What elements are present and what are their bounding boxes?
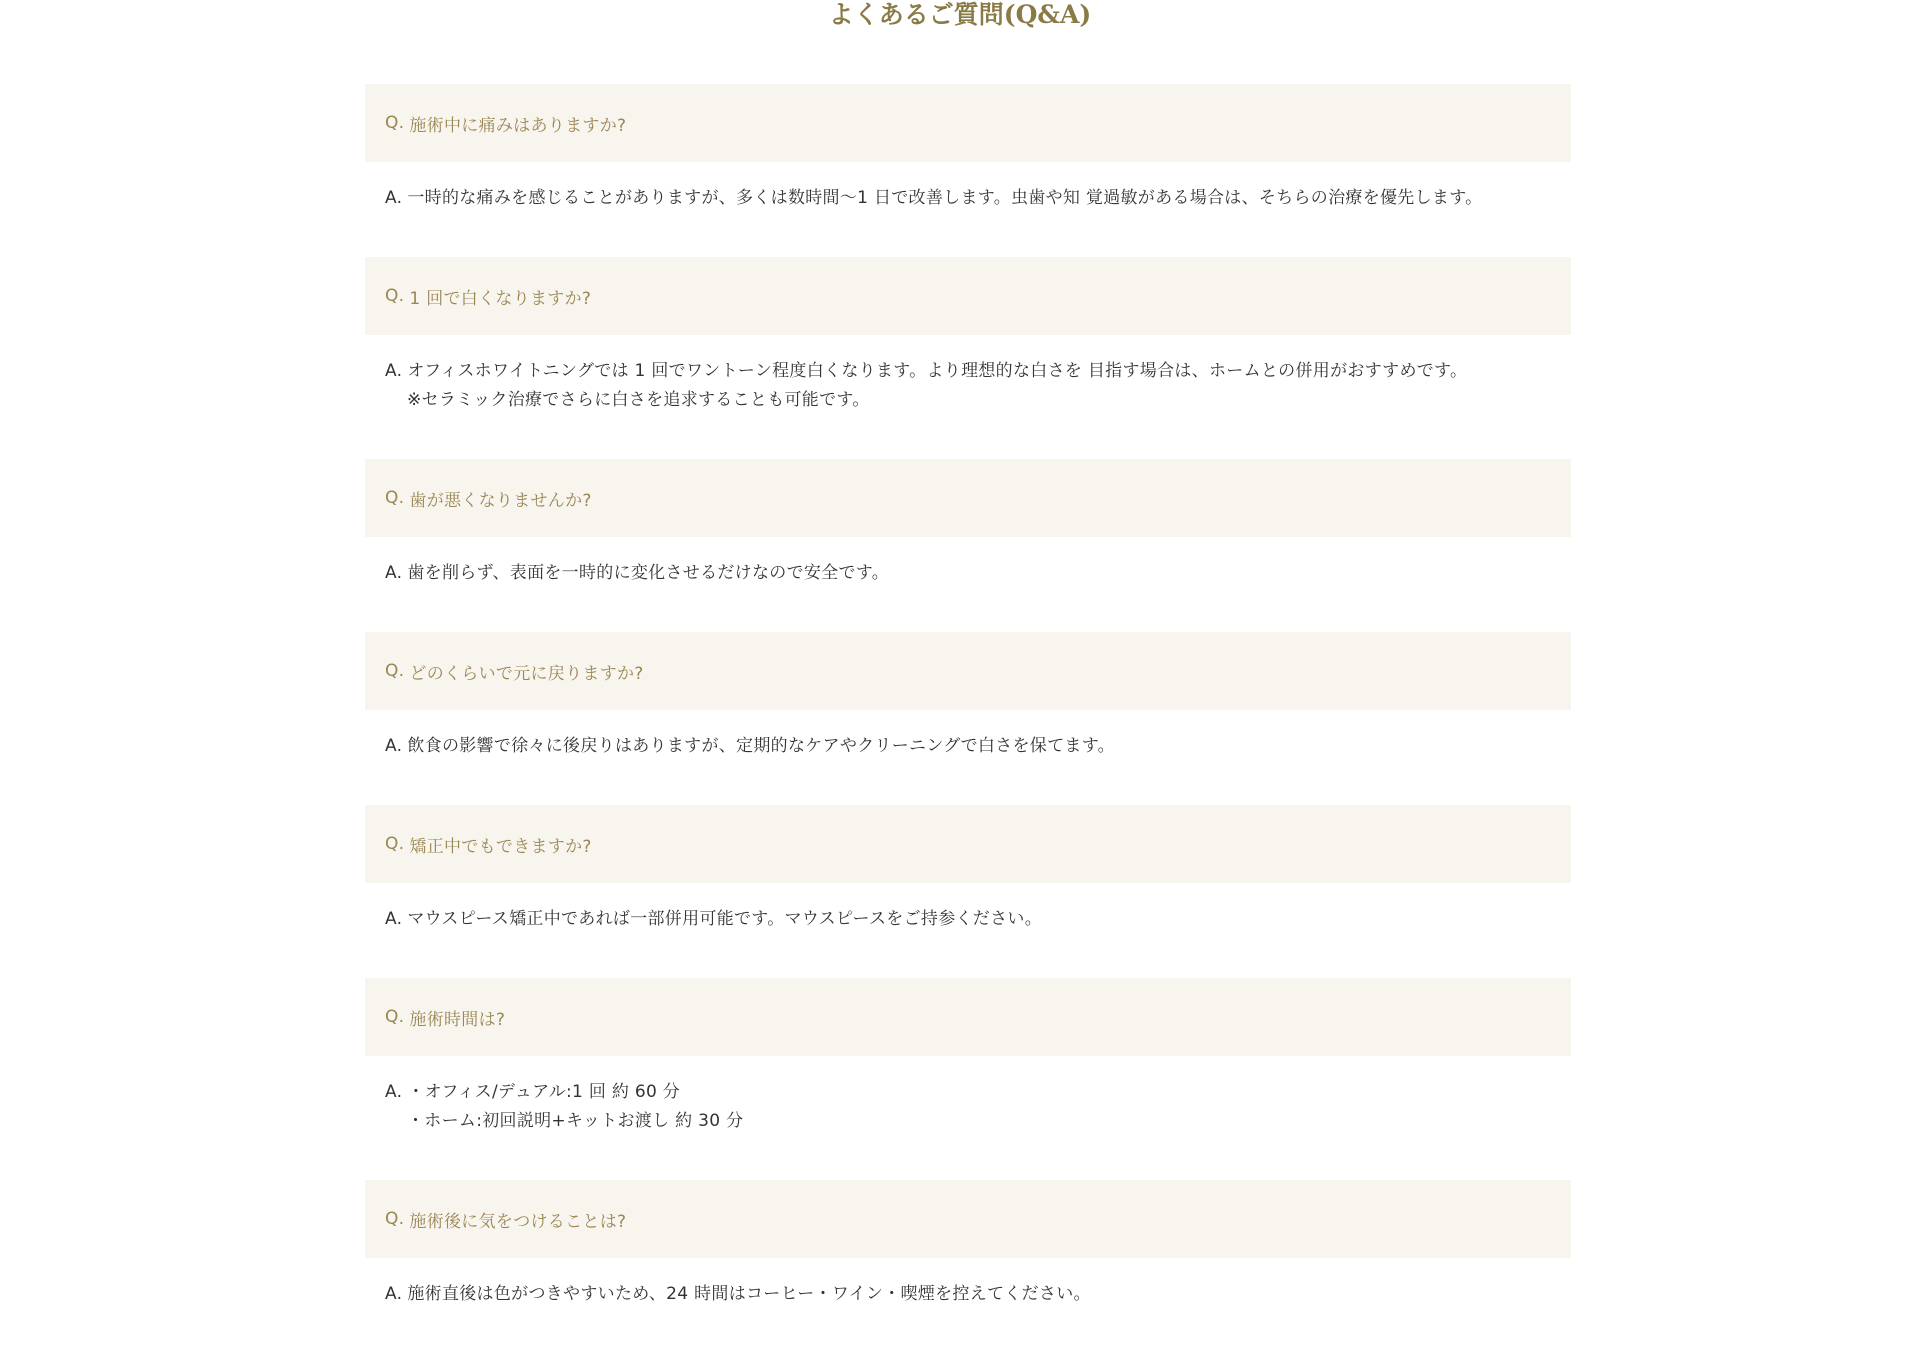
faq-question (365, 459, 1571, 537)
question-text: 施術後に気をつけることは? (409, 1211, 627, 1232)
question-text: 施術時間は? (409, 1009, 506, 1030)
faq-item (365, 632, 1571, 761)
faq-answer (365, 1056, 1571, 1136)
question-prefix: Q. (385, 1007, 405, 1027)
answer-line (385, 732, 1551, 761)
answer-prefix: A. (385, 188, 403, 208)
answer-line: ※セラミック治療でさらに白さを追求することも可能です。 (407, 390, 870, 410)
answer-prefix: A. (385, 736, 403, 756)
faq-item (365, 1180, 1571, 1309)
answer-prefix: A. (385, 1284, 403, 1304)
answer-text: 飲食の影響で徐々に後戻りはありますが、定期的なケアやクリーニングで白さを保てます。 (407, 736, 1115, 756)
answer-line (385, 1280, 1551, 1309)
faq-item (365, 805, 1571, 934)
question-text: 施術中に痛みはありますか? (409, 115, 627, 136)
question-prefix: Q. (385, 661, 405, 681)
faq-item (365, 978, 1571, 1136)
answer-prefix: A. (385, 361, 403, 381)
faq-question (365, 805, 1571, 883)
answer-line (385, 184, 1551, 213)
faq-question (365, 84, 1571, 162)
answer-line (385, 905, 1551, 934)
question-prefix: Q. (385, 286, 405, 306)
page-title: よくあるご質問(Q&A) (828, 0, 1092, 29)
answer-prefix: A. (385, 1082, 403, 1102)
faq-item (365, 257, 1571, 415)
question-prefix: Q. (385, 113, 405, 133)
answer-line (385, 357, 1551, 386)
question-text: 1 回で白くなりますか? (409, 288, 592, 309)
answer-text: 一時的な痛みを感じることがありますが、多くは数時間〜1 日で改善します。虫歯や知 覚過敏がある場合は、そちらの治療を優先します。 (407, 188, 1483, 208)
faq-answer (365, 710, 1571, 761)
question-prefix: Q. (385, 834, 405, 854)
question-text: どのくらいで元に戻りますか? (409, 663, 644, 684)
faq-question (365, 632, 1571, 710)
answer-text: オフィスホワイトニングでは 1 回でワントーン程度白くなります。より理想的な白さを 目指す場合は、ホームとの併用がおすすめです。 (407, 361, 1468, 381)
faq-answer (365, 162, 1571, 213)
faq-answer (365, 1258, 1571, 1309)
answer-text: ・オフィス/デュアル:1 回 約 60 分 (407, 1082, 681, 1102)
answer-prefix: A. (385, 563, 403, 583)
answer-text: 施術直後は色がつきやすいため、24 時間はコーヒー・ワイン・喫煙を控えてください。 (407, 1284, 1091, 1304)
faq-answer (365, 335, 1571, 415)
answer-text: 歯を削らず、表面を一時的に変化させるだけなので安全です。 (407, 563, 890, 583)
faq-answer (365, 883, 1571, 934)
faq-question (365, 1180, 1571, 1258)
faq-answer (365, 537, 1571, 588)
faq-item (365, 84, 1571, 213)
question-prefix: Q. (385, 488, 405, 508)
faq-item (365, 459, 1571, 588)
answer-line (385, 1078, 1551, 1107)
faq-question (365, 257, 1571, 335)
faq-question (365, 978, 1571, 1056)
question-text: 矯正中でもできますか? (409, 836, 592, 857)
question-prefix: Q. (385, 1209, 405, 1229)
answer-line: ・ホーム:初回説明+キットお渡し 約 30 分 (407, 1111, 744, 1131)
faq-list (365, 84, 1571, 1353)
answer-line (385, 559, 1551, 588)
answer-prefix: A. (385, 909, 403, 929)
answer-text: マウスピース矯正中であれば一部併用可能です。マウスピースをご持参ください。 (407, 909, 1043, 929)
question-text: 歯が悪くなりませんか? (409, 490, 592, 511)
